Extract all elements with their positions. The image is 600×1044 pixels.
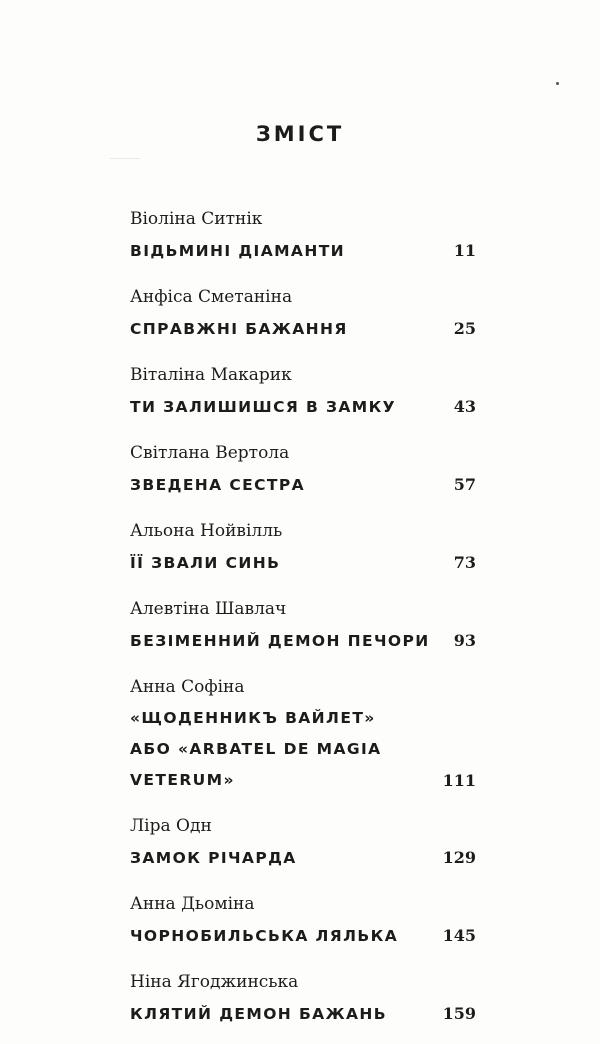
- page-number: 159: [442, 1004, 476, 1023]
- page-number: 145: [442, 926, 476, 945]
- page-number: 43: [453, 397, 476, 416]
- story-row: [130, 313, 476, 345]
- story-title-line: «ЩОДЕННИКЪ ВАЙЛЕТ»: [130, 709, 376, 727]
- story-title-line: БЕЗІМЕННИЙ ДЕМОН ПЕЧОРИ: [130, 632, 430, 650]
- story-row: [130, 920, 476, 952]
- toc-list: [130, 203, 476, 1044]
- author-name: Анна Софіна: [130, 677, 245, 697]
- author-name: Ніна Ягоджинська: [130, 972, 299, 992]
- page-number: 57: [453, 475, 476, 494]
- toc-entry: [130, 966, 476, 1030]
- story-title: [130, 921, 398, 952]
- story-row: [130, 625, 476, 657]
- story-title: [130, 626, 430, 657]
- story-title-line: СПРАВЖНІ БАЖАННЯ: [130, 320, 348, 338]
- toc-entry: [130, 515, 476, 579]
- story-title-line: ТИ ЗАЛИШИШСЯ В ЗАМКУ: [130, 398, 397, 416]
- author-name: Віталіна Макарик: [130, 365, 292, 385]
- story-title: [130, 548, 280, 579]
- page-number: 73: [453, 553, 476, 572]
- toc-entry: [130, 203, 476, 267]
- story-title: [130, 392, 396, 423]
- story-title-line: ЧОРНОБИЛЬСЬКА ЛЯЛЬКА: [130, 927, 399, 945]
- story-title: [130, 314, 348, 345]
- story-row: [130, 235, 476, 267]
- author-name: Анна Дьоміна: [130, 894, 255, 914]
- toc-entry: [130, 359, 476, 423]
- toc-entry: [130, 437, 476, 501]
- paper-speck: [556, 82, 559, 85]
- story-title-line: ЗВЕДЕНА СЕСТРА: [130, 476, 306, 494]
- story-title: [130, 999, 387, 1030]
- page-number: 93: [453, 631, 476, 650]
- story-title: [130, 470, 305, 501]
- story-title: [130, 843, 297, 874]
- story-row: [130, 547, 476, 579]
- paper-mark: [110, 158, 140, 159]
- toc-entry: [130, 281, 476, 345]
- toc-entry: [130, 671, 476, 796]
- toc-entry: [130, 888, 476, 952]
- story-row: [130, 469, 476, 501]
- author-name: Альона Нойвілль: [130, 521, 283, 541]
- toc-entry: [130, 593, 476, 657]
- page-title: ЗМІСТ: [255, 122, 345, 146]
- page-number: 25: [453, 319, 476, 338]
- story-title: [130, 236, 345, 267]
- story-row: [130, 703, 476, 796]
- story-title: [130, 703, 382, 796]
- author-name: Анфіса Сметаніна: [130, 287, 293, 307]
- author-name: Віоліна Ситнік: [130, 209, 263, 229]
- toc-entry: [130, 810, 476, 874]
- story-row: [130, 391, 476, 423]
- story-title-line: ЗАМОК РІЧАРДА: [130, 849, 297, 867]
- author-name: Світлана Вертола: [130, 443, 290, 463]
- story-title-line: VETERUM»: [130, 771, 235, 789]
- story-title-line: АБО «ARBATEL DE MAGIA: [130, 740, 382, 758]
- author-name: Алевтіна Шавлач: [130, 599, 287, 619]
- author-name: Ліра Одн: [130, 816, 212, 836]
- page-number: 11: [453, 241, 476, 260]
- story-row: [130, 842, 476, 874]
- story-title-line: ЇЇ ЗВАЛИ СИНЬ: [130, 554, 281, 572]
- story-title-line: ВІДЬМИНІ ДІАМАНТИ: [130, 242, 346, 260]
- story-row: [130, 998, 476, 1030]
- page-number: 129: [442, 848, 476, 867]
- story-title-line: КЛЯТИЙ ДЕМОН БАЖАНЬ: [130, 1005, 387, 1023]
- page-number: 111: [442, 771, 476, 790]
